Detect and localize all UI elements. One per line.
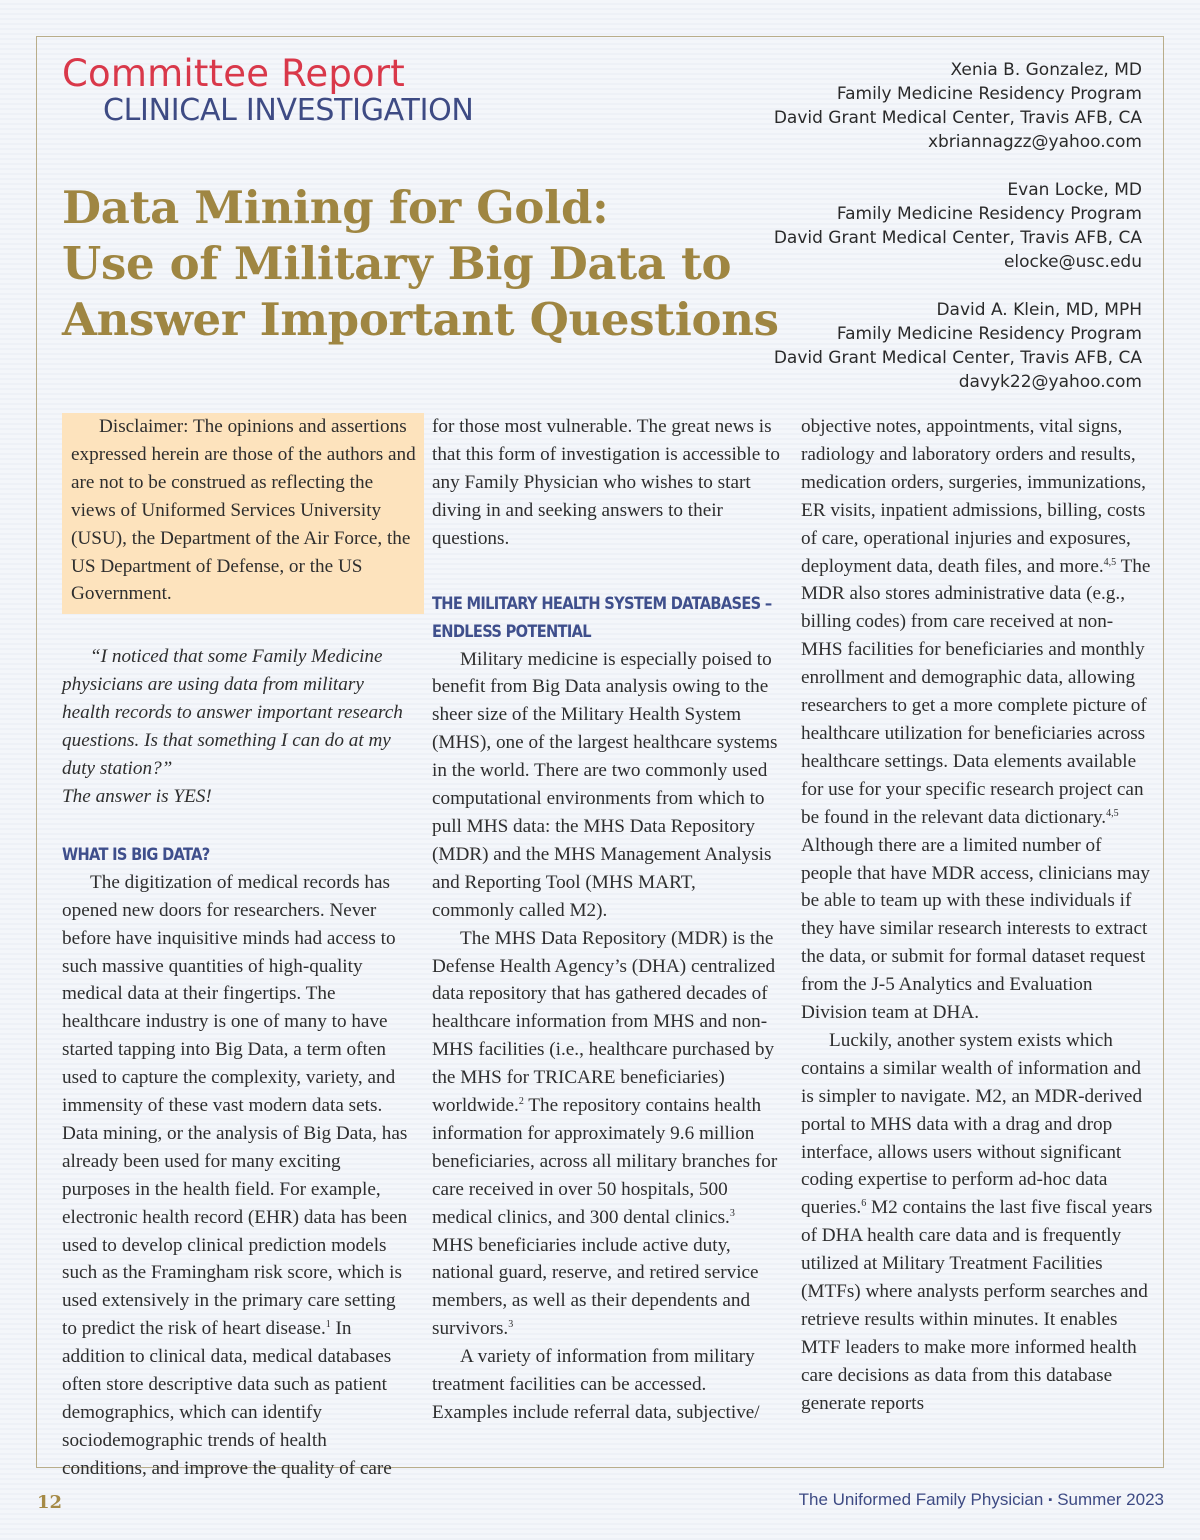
- reference-marker: 4,5: [1106, 807, 1119, 819]
- author-email[interactable]: elocke@usc.edu: [1003, 252, 1142, 272]
- title-line: Data Mining for Gold:: [62, 181, 609, 234]
- author-program: Family Medicine Residency Program: [836, 84, 1142, 104]
- author-name: David A. Klein, MD, MPH: [936, 300, 1142, 320]
- reference-marker: 3: [508, 1319, 514, 1331]
- issue-label: Summer 2023: [1057, 1490, 1164, 1509]
- author-name: Evan Locke, MD: [1007, 180, 1142, 200]
- body-paragraph: [801, 1027, 1153, 1418]
- heading-line: ENDLESS POTENTIAL: [432, 621, 591, 642]
- page-number: 12: [37, 1492, 63, 1513]
- author-program: Family Medicine Residency Program: [836, 204, 1142, 224]
- author-email[interactable]: davyk22@yahoo.com: [958, 372, 1142, 392]
- disclaimer-box: Disclaimer: The opinions and assertions expressed herein are those of the authors and are not to be construed as reflecting the views of Uniformed Services University (USU), the Department of the Air Force, the US Department of Defense, or the US Government.: [62, 413, 424, 614]
- reference-marker: 6: [861, 1198, 867, 1210]
- author-location: David Grant Medical Center, Travis AFB, CA: [773, 108, 1142, 128]
- column-2: [432, 413, 780, 1427]
- pull-quote: “I noticed that some Family Medicine physicians are using data from military health records to answer important research questions. Is that something I can do at my duty station?”: [62, 646, 403, 779]
- separator-icon: ▪: [1048, 1494, 1053, 1506]
- paragraph-text: The MDR also stores administrative data (e.g., billing codes) from care received at non-MHS facilities for beneficiaries and monthly enrollment and demographic data, allowing researchers to get a more complete picture of healthcare utilization for beneficiaries across healthcare settings. Data elements available for use for your specific research project can be found in the relevant data dictionary.: [801, 555, 1151, 828]
- reference-marker: 2: [518, 1096, 524, 1108]
- paragraph-text: MHS beneficiaries include active duty, national guard, reserve, and retired service members, as well as their dependents and survivors.: [432, 1234, 759, 1340]
- reference-marker: 4,5: [1103, 556, 1117, 568]
- footer-publication: [799, 1490, 1164, 1510]
- body-paragraph: A variety of information from military treatment facilities can be accessed. Examples include referral data, subjective/: [432, 1346, 760, 1423]
- author-location: David Grant Medical Center, Travis AFB, CA: [773, 348, 1142, 368]
- paragraph-text: The repository contains health information for approximately 9.6 million beneficiaries, across all military branches for care received in over 50 hospitals, 500 medical clinics, and 300 dental clinics.: [432, 1095, 778, 1228]
- paragraph-text: In addition to clinical data, medical databases often store descriptive data such as patient demographics, which can identify sociodemographic trends of health conditions, and improve the quality of care: [62, 1318, 392, 1479]
- author-email[interactable]: xbriannagzz@yahoo.com: [927, 132, 1142, 152]
- heading-mhs-databases: [432, 590, 772, 646]
- pull-quote-answer: The answer is YES!: [62, 785, 212, 807]
- paragraph-text: M2 contains the last five fiscal years of DHA health care data and is frequently utilized at Military Treatment Facilities (MTFs) where analysts perform searches and retrieve results within minutes. It enables MTF leaders to make more informed health care decisions as data from this database generate reports: [801, 1197, 1153, 1414]
- body-paragraph: [801, 413, 1153, 1027]
- paragraph-text: objective notes, appointments, vital signs, radiology and laboratory orders and results, medication orders, surgeries, immunizations, ER visits, inpatient admissions, billing, costs of care, operational injuries and exposures, deployment data, death files, and more.: [801, 416, 1146, 577]
- body-paragraph: [62, 869, 408, 1483]
- column-3: [801, 413, 1153, 1418]
- heading-line: THE MILITARY HEALTH SYSTEM DATABASES –: [432, 593, 772, 614]
- reference-marker: 3: [729, 1207, 735, 1219]
- title-line: Answer Important Questions: [62, 293, 779, 346]
- author-location: David Grant Medical Center, Travis AFB, CA: [773, 228, 1142, 248]
- publication-name: The Uniformed Family Physician: [798, 1490, 1044, 1509]
- section-label: CLINICAL INVESTIGATION: [103, 93, 474, 128]
- author-program: Family Medicine Residency Program: [836, 324, 1142, 344]
- kicker-committee-report: Committee Report: [62, 52, 405, 95]
- paragraph-text: Luckily, another system exists which contains a similar wealth of information and is simpler to navigate. M2, an MDR-derived portal to MHS data with a drag and drop interface, allows users without significant coding expertise to perform ad-hoc data queries.: [801, 1029, 1143, 1219]
- author-block: [622, 58, 1142, 154]
- body-paragraph: for those most vulnerable. The great news is that this form of investigation is accessible to any Family Physician who wishes to start diving in and seeking answers to their questions.: [432, 416, 780, 549]
- column-1: [62, 413, 416, 1483]
- body-paragraph: Military medicine is especially poised to benefit from Big Data analysis owing to the sheer size of the Military Health System (MHS), one of the largest healthcare systems in the world. There are two commonly used computational environments from which to pull MHS data: the MHS Data Repository (MDR) and the MHS Management Analysis and Reporting Tool (MHS MART, commonly called M2).: [432, 648, 778, 921]
- body-paragraph: [432, 925, 780, 1344]
- paragraph-text: The digitization of medical records has opened new doors for researchers. Never before have inquisitive minds had access to such massive quantities of high-quality medical data at their fingertips. The healthcare industry is one of many to have started tapping into Big Data, a term often used to capture the complexity, variety, and immensity of these vast modern data sets. Data mining, or the analysis of Big Data, has already been used for many exciting purposes in the health field. For example, electronic health record (EHR) data has been used to develop clinical prediction models such as the Framingham risk score, which is used extensively in the primary care setting to predict the risk of heart disease.: [62, 871, 408, 1340]
- paragraph-text: The MHS Data Repository (MDR) is the Defense Health Agency’s (DHA) centralized data repository that has gathered decades of healthcare information from MHS and non-MHS facilities (i.e., healthcare purchased by the MHS for TRICARE beneficiaries) worldwide.: [432, 927, 776, 1117]
- paragraph-text: Although there are a limited number of people that have MDR access, clinicians may be able to team up with these individuals if they have similar research interests to extract the data, or submit for formal dataset request from the J-5 Analytics and Evaluation Division team at DHA.: [801, 834, 1150, 1024]
- author-name: Xenia B. Gonzalez, MD: [950, 60, 1142, 80]
- author-block: [622, 298, 1142, 394]
- reference-marker: 1: [325, 1319, 331, 1331]
- author-block: [622, 178, 1142, 274]
- heading-what-is-big-data: WHAT IS BIG DATA?: [62, 844, 210, 865]
- author-list: [622, 58, 1142, 418]
- title-line: Use of Military Big Data to: [62, 237, 732, 290]
